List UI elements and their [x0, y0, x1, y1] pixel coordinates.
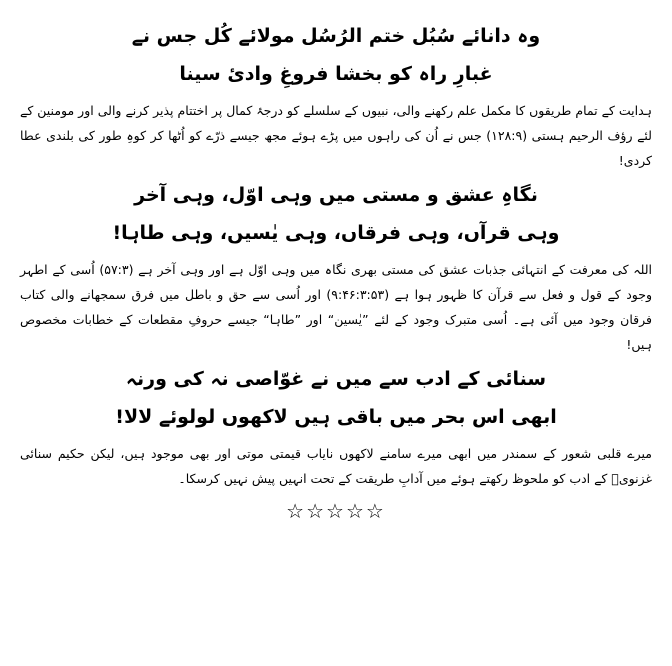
verse-line-2: غبارِ راہ کو بخشا فروغِ وادیٔ سینا	[179, 63, 493, 85]
commentary-paragraph-3: میرے قلبی شعور کے سمندر میں ابھی میرے سامنے لاکھوں نایاب قیمتی موتی اور بھی موجود ہیں، لیکن حکیم سنائی غزنویؒ کے ادب کو ملحوظ رکھتے ہوئے میں آدابِ طریقت کے تحت انہیں پیش نہیں کرسکا۔	[20, 446, 652, 486]
verse-line-5: سنائی کے ادب سے میں نے غوّاصی نہ کی ورنہ	[125, 368, 547, 390]
verse-line-4: وہی قرآں، وہی فرقاں، وہی یٰسیں، وہی طاہا!	[112, 222, 560, 244]
verse-line-3: نگاہِ عشق و مستی میں وہی اوّل، وہی آخر	[134, 184, 538, 206]
verse-line-1: وہ دانائے سُبُل ختم الرُسُل مولائے کُل جس نے	[131, 25, 541, 47]
star-divider: ☆☆☆☆☆	[286, 499, 386, 523]
commentary-paragraph-1: ہدایت کے تمام طریقوں کا مکمل علم رکھنے والی، نبیوں کے سلسلے کو درجۂ کمال پر اختتام پذیر کرنے والی اور مومنین کے لئے رؤف الرحیم ہستی (۱۲۸:۹) جس نے اُن کی راہوں میں پڑے ہوئے مجھ جیسے ذرّے کو اُٹھا کر کوہِ طور کی بلندی عطا کردی!	[20, 103, 652, 168]
verse-line-6: ابھی اس بحر میں باقی ہیں لاکھوں لولوئے لالا!	[115, 406, 557, 428]
commentary-paragraph-2: اللہ کی معرفت کے انتہائی جذبات عشق کی مستی بھری نگاہ میں وہی اوّل ہے اور وہی آخر ہے (۵۷:۳) اُسی کے اطہر وجود کے قول و فعل سے قرآن کا ظہور ہوا ہے (۹:۴۶:۳:۵۳) اور اُسی سے حق و باطل میں فرق سمجھانے والی کتاب فرقان وجود میں آئی ہے۔ اُسی متبرک وجود کے لئے ”یٰسین“ اور ”طاہا“ جیسے حروفِ مقطعات کے خطابات مخصوص ہیں!	[20, 262, 652, 352]
